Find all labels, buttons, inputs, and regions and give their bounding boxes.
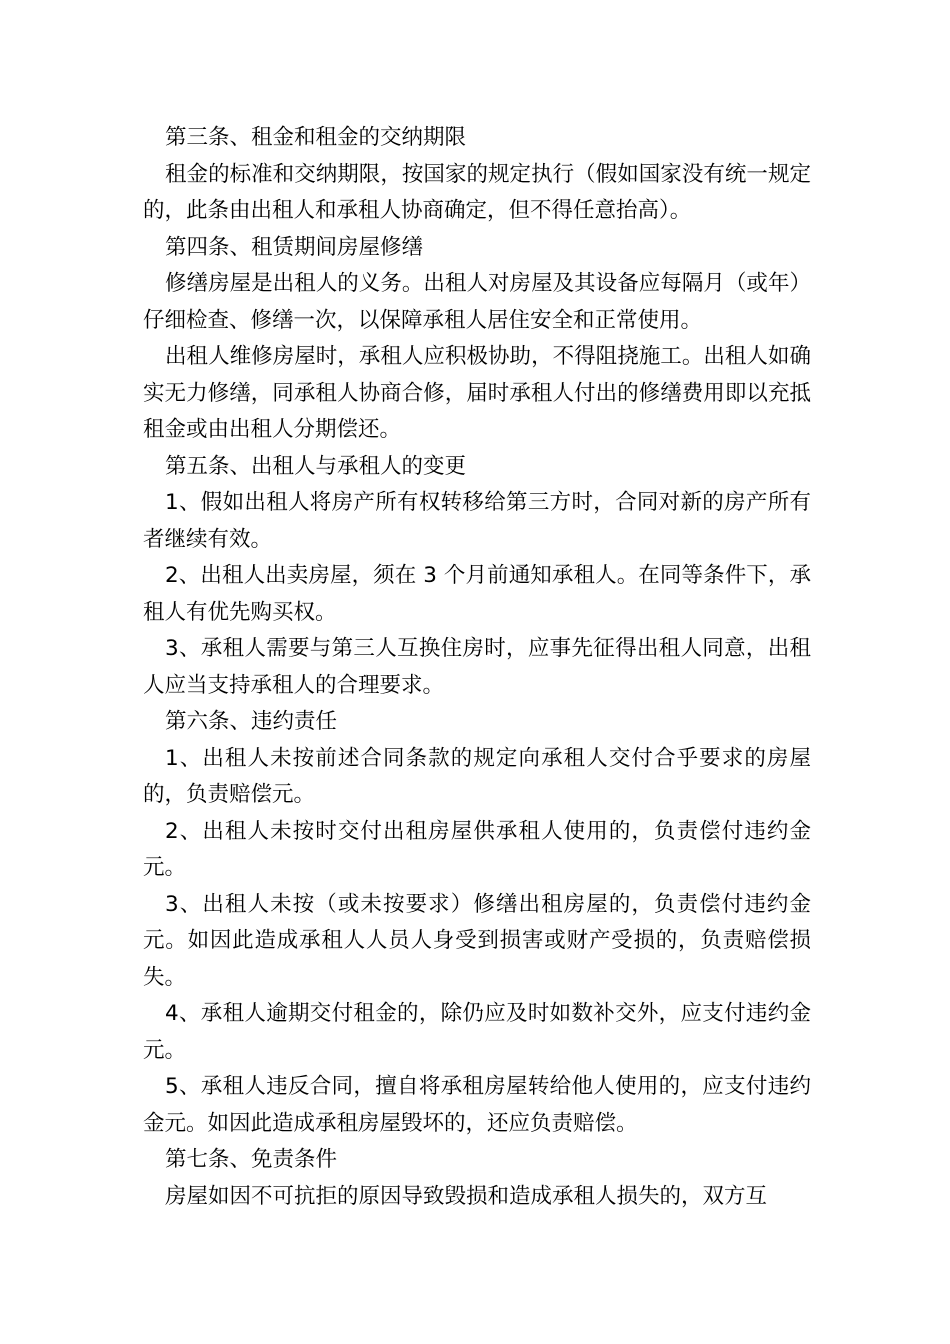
article-6-item-1: 1、出租人未按前述合同条款的规定向承租人交付合乎要求的房屋的，负责赔偿元。 <box>143 745 811 807</box>
document-body <box>143 120 811 1215</box>
article-5-heading: 第五条、出租人与承租人的变更 <box>165 453 467 479</box>
article-5-item-2: 2、出租人出卖房屋，须在 3 个月前通知承租人。在同等条件下，承租人有优先购买权。 <box>143 563 811 625</box>
article-4-paragraph-1: 修缮房屋是出租人的义务。出租人对房屋及其设备应每隔月（或年）仔细检查、修缮一次，以保障承租人居住安全和正常使用。 <box>143 271 811 333</box>
article-6-item-3: 3、出租人未按（或未按要求）修缮出租房屋的，负责偿付违约金元。如因此造成承租人人员人身受到损害或财产受损的，负责赔偿损失。 <box>143 891 811 990</box>
article-6-heading: 第六条、违约责任 <box>165 709 338 734</box>
article-3-heading: 第三条、租金和租金的交纳期限 <box>165 125 467 150</box>
article-4-heading: 第四条、租赁期间房屋修缮 <box>165 234 424 260</box>
article-4-paragraph-2: 出租人维修房屋时，承租人应积极协助，不得阻挠施工。出租人如确实无力修缮，同承租人协商合修，届时承租人付出的修缮费用即以充抵租金或由出租人分期偿还。 <box>143 344 811 442</box>
article-6-item-4: 4、承租人逾期交付租金的，除仍应及时如数补交外，应支付违约金元。 <box>143 1001 811 1063</box>
article-6-item-5: 5、承租人违反合同，擅自将承租房屋转给他人使用的，应支付违约金元。如因此造成承租房屋毁坏的，还应负责赔偿。 <box>143 1074 811 1136</box>
article-7-heading: 第七条、免责条件 <box>165 1147 338 1172</box>
article-7-paragraph: 房屋如因不可抗拒的原因导致毁损和造成承租人损失的，双方互 <box>165 1183 768 1209</box>
article-5-item-3: 3、承租人需要与第三人互换住房时，应事先征得出租人同意，出租人应当支持承租人的合理要求。 <box>143 636 811 698</box>
article-3-paragraph: 租金的标准和交纳期限，按国家的规定执行（假如国家没有统一规定的，此条由出租人和承租人协商确定，但不得任意抬高）。 <box>143 161 811 223</box>
article-6-item-2: 2、出租人未按时交付出租房屋供承租人使用的，负责偿付违约金元。 <box>143 818 811 880</box>
article-5-item-1: 1、假如出租人将房产所有权转移给第三方时，合同对新的房产所有者继续有效。 <box>143 490 811 552</box>
